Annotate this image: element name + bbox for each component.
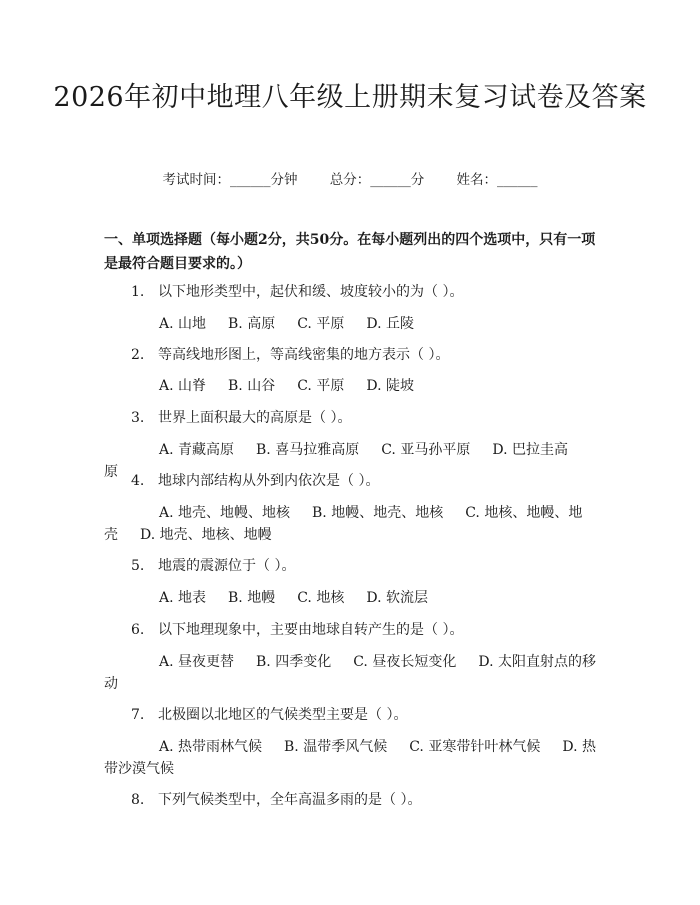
question-7-options [104, 736, 598, 780]
option: C. 亚马孙平原 [381, 442, 471, 458]
option: D. 巴拉圭高原 [104, 442, 568, 480]
option: C. 地核 [297, 590, 345, 606]
option: D. 热带沙漠气候 [104, 739, 596, 777]
question-text: 地震的震源位于（ ）。 [158, 558, 296, 574]
option: C. 平原 [297, 378, 345, 394]
exam-time: 考试时间：______分钟 [162, 172, 298, 188]
option: A. 山脊 [159, 378, 207, 394]
question-number: 6. [131, 622, 145, 638]
question-2-options [104, 375, 598, 397]
question-1 [131, 281, 463, 303]
option: B. 喜马拉雅高原 [256, 442, 360, 458]
question-text: 地球内部结构从外到内依次是（ ）。 [158, 473, 380, 489]
question-text: 以下地理现象中，主要由地球自转产生的是（ ）。 [158, 622, 464, 638]
question-5-options [104, 587, 598, 609]
question-4 [131, 470, 379, 492]
question-4-options [104, 502, 598, 546]
question-text: 世界上面积最大的高原是（ ）。 [158, 410, 352, 426]
option: B. 地幔 [228, 590, 276, 606]
question-3 [131, 407, 351, 429]
question-6 [131, 619, 463, 641]
option: D. 丘陵 [366, 316, 414, 332]
option: D. 太阳直射点的移动 [104, 654, 596, 692]
question-number: 1. [131, 284, 145, 300]
exam-meta [0, 168, 700, 188]
option: C. 平原 [297, 316, 345, 332]
question-6-options [104, 651, 598, 695]
option: C. 亚寒带针叶林气候 [409, 739, 541, 755]
question-1-options [104, 313, 598, 335]
option: A. 地壳、地幔、地核 [159, 505, 291, 521]
option: B. 四季变化 [256, 654, 332, 670]
option: A. 青藏高原 [159, 442, 235, 458]
option: A. 昼夜更替 [159, 654, 235, 670]
question-text: 下列气候类型中，全年高温多雨的是（ ）。 [158, 792, 422, 808]
question-text: 北极圈以北地区的气候类型主要是（ ）。 [158, 707, 408, 723]
question-number: 2. [131, 347, 145, 363]
option: A. 地表 [159, 590, 207, 606]
page-title: 2026年初中地理八年级上册期末复习试卷及答案 [53, 82, 647, 113]
option: B. 山谷 [228, 378, 276, 394]
option: A. 山地 [159, 316, 207, 332]
option: C. 地核、地幔、地壳 [104, 505, 583, 543]
option: B. 高原 [228, 316, 276, 332]
question-8 [131, 789, 421, 811]
section-heading: 一、单项选择题（每小题2分，共50分。在每小题列出的四个选项中，只有一项是最符合题目要求的。） [104, 232, 596, 272]
student-name: 姓名：______ [456, 172, 538, 188]
question-number: 7. [131, 707, 145, 723]
question-number: 8. [131, 792, 145, 808]
exam-total-score: 总分：______分 [329, 172, 425, 188]
question-text: 以下地形类型中，起伏和缓、坡度较小的为（ ）。 [158, 284, 464, 300]
question-text: 等高线地形图上，等高线密集的地方表示（ ）。 [158, 347, 450, 363]
option: D. 软流层 [366, 590, 428, 606]
question-number: 3. [131, 410, 145, 426]
question-number: 4. [131, 473, 145, 489]
option: B. 地幔、地壳、地核 [312, 505, 444, 521]
option: D. 陡坡 [366, 378, 414, 394]
option: C. 昼夜长短变化 [353, 654, 457, 670]
question-5 [131, 555, 295, 577]
question-7 [131, 704, 407, 726]
question-number: 5. [131, 558, 145, 574]
option: A. 热带雨林气候 [159, 739, 263, 755]
option: B. 温带季风气候 [284, 739, 388, 755]
option: D. 地壳、地核、地幔 [140, 527, 272, 543]
question-2 [131, 344, 449, 366]
